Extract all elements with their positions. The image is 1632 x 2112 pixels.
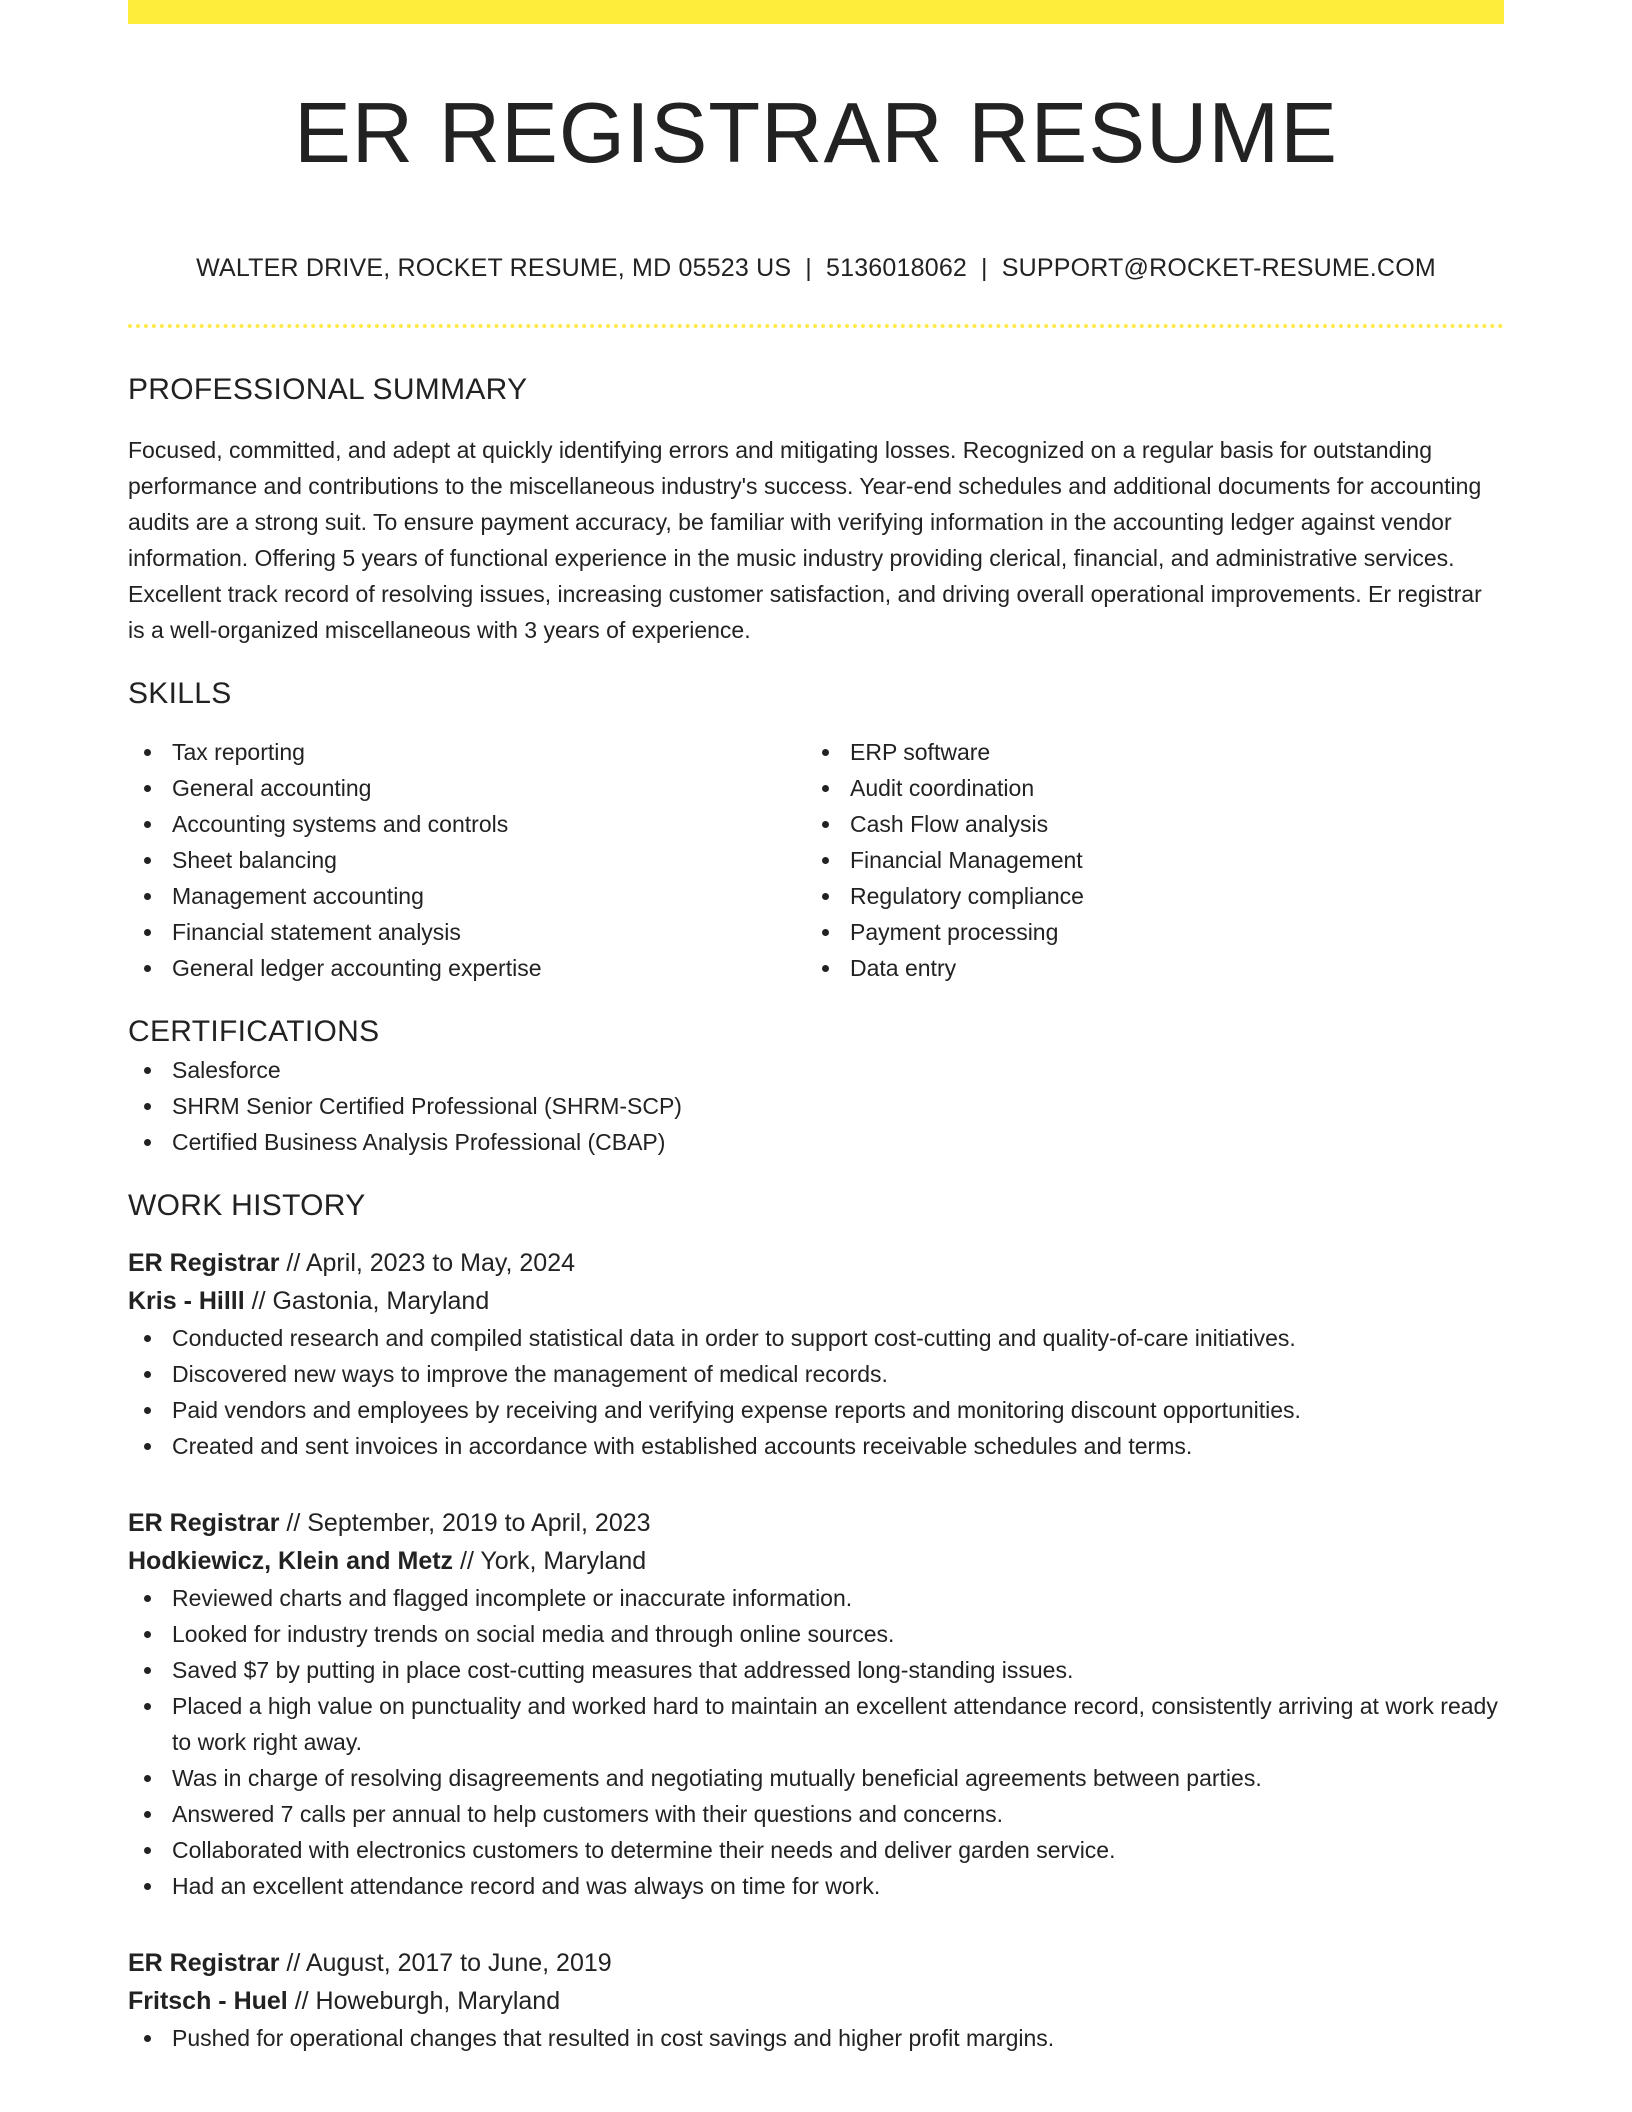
contact-separator: | xyxy=(981,254,988,282)
job-company-line xyxy=(128,1982,1504,2020)
contact-line xyxy=(128,252,1504,284)
skills-left-column xyxy=(128,734,806,986)
skill-item: Sheet balancing xyxy=(128,842,806,878)
job-bullets xyxy=(128,1320,1504,1464)
job-company-line xyxy=(128,1542,1504,1580)
skill-item: Management accounting xyxy=(128,878,806,914)
skills-heading: SKILLS xyxy=(128,677,232,710)
job-bullet: Saved $7 by putting in place cost-cutting measures that addressed long-standing issues. xyxy=(128,1652,1504,1688)
job-title-line xyxy=(128,1504,1504,1542)
job-entry xyxy=(128,1944,1504,2056)
job-company-line xyxy=(128,1282,1504,1320)
dotted-divider xyxy=(128,324,1504,328)
skills-grid xyxy=(128,734,1504,986)
job-entry xyxy=(128,1504,1504,1904)
job-role: ER Registrar xyxy=(128,1249,280,1277)
job-bullet: Had an excellent attendance record and was always on time for work. xyxy=(128,1868,1504,1904)
job-bullet: Answered 7 calls per annual to help customers with their questions and concerns. xyxy=(128,1796,1504,1832)
job-bullet: Looked for industry trends on social media and through online sources. xyxy=(128,1616,1504,1652)
contact-email: SUPPORT@ROCKET-RESUME.COM xyxy=(1001,254,1436,282)
certification-item: Certified Business Analysis Professional (CBAP) xyxy=(128,1124,1504,1160)
skill-item: General accounting xyxy=(128,770,806,806)
job-company: Kris - Hilll xyxy=(128,1287,245,1315)
job-bullet: Collaborated with electronics customers to determine their needs and deliver garden service. xyxy=(128,1832,1504,1868)
certification-item: SHRM Senior Certified Professional (SHRM-SCP) xyxy=(128,1088,1504,1124)
work-history-heading: WORK HISTORY xyxy=(128,1189,366,1222)
skill-item: Financial statement analysis xyxy=(128,914,806,950)
skill-item: Cash Flow analysis xyxy=(806,806,1484,842)
job-bullet: Conducted research and compiled statistical data in order to support cost-cutting and quality-of-care initiatives. xyxy=(128,1320,1504,1356)
job-dates: // April, 2023 to May, 2024 xyxy=(279,1249,575,1277)
resume-title: ER REGISTRAR RESUME xyxy=(294,86,1338,181)
job-role: ER Registrar xyxy=(128,1949,280,1977)
skill-item: Data entry xyxy=(806,950,1484,986)
skill-item: General ledger accounting expertise xyxy=(128,950,806,986)
job-location: // York, Maryland xyxy=(453,1547,647,1575)
job-bullet: Placed a high value on punctuality and worked hard to maintain an excellent attendance record, consistently arriving at work ready to work right away. xyxy=(128,1688,1504,1760)
job-company: Hodkiewicz, Klein and Metz xyxy=(128,1547,454,1575)
job-bullets xyxy=(128,1580,1504,1904)
certifications-list xyxy=(128,1052,1504,1160)
job-title-line xyxy=(128,1244,1504,1282)
job-bullet: Created and sent invoices in accordance with established accounts receivable schedules and terms. xyxy=(128,1428,1504,1464)
summary-paragraph: Focused, committed, and adept at quickly identifying errors and mitigating losses. Recognized on a regular basis for outstanding performance and contributions to the miscellaneous industry's success. Year-end schedules and additional documents for accounting audits are a strong suit. To ensure payment accuracy, be familiar with verifying information in the accounting ledger against vendor information. Offering 5 years of functional experience in the music industry providing clerical, financial, and administrative services. Excellent track record of resolving issues, increasing customer satisfaction, and driving overall operational improvements. Er registrar is a well-organized miscellaneous with 3 years of experience. xyxy=(128,437,1482,643)
job-bullet: Reviewed charts and flagged incomplete or inaccurate information. xyxy=(128,1580,1504,1616)
skill-item: Payment processing xyxy=(806,914,1484,950)
accent-top-bar xyxy=(128,0,1504,24)
skill-item: Accounting systems and controls xyxy=(128,806,806,842)
job-role: ER Registrar xyxy=(128,1509,280,1537)
job-bullet: Pushed for operational changes that resulted in cost savings and higher profit margins. xyxy=(128,2020,1504,2056)
contact-separator: | xyxy=(805,254,812,282)
contact-phone: 5136018062 xyxy=(825,254,968,282)
job-bullets xyxy=(128,2020,1504,2056)
skill-item: ERP software xyxy=(806,734,1484,770)
summary-heading: PROFESSIONAL SUMMARY xyxy=(128,373,528,406)
job-bullet: Discovered new ways to improve the management of medical records. xyxy=(128,1356,1504,1392)
certifications-heading: CERTIFICATIONS xyxy=(128,1015,380,1048)
skill-item: Audit coordination xyxy=(806,770,1484,806)
job-bullet: Paid vendors and employees by receiving and verifying expense reports and monitoring discount opportunities. xyxy=(128,1392,1504,1428)
skills-right-column xyxy=(806,734,1484,986)
job-company: Fritsch - Huel xyxy=(128,1987,288,2015)
skill-item: Financial Management xyxy=(806,842,1484,878)
job-entry xyxy=(128,1244,1504,1464)
contact-address: WALTER DRIVE, ROCKET RESUME, MD 05523 US xyxy=(196,254,792,282)
certification-item: Salesforce xyxy=(128,1052,1504,1088)
skill-item: Regulatory compliance xyxy=(806,878,1484,914)
job-location: // Gastonia, Maryland xyxy=(244,1287,490,1315)
job-title-line xyxy=(128,1944,1504,1982)
job-dates: // September, 2019 to April, 2023 xyxy=(279,1509,651,1537)
job-dates: // August, 2017 to June, 2019 xyxy=(279,1949,612,1977)
job-bullet: Was in charge of resolving disagreements and negotiating mutually beneficial agreements between parties. xyxy=(128,1760,1504,1796)
resume-page xyxy=(128,0,1504,2056)
job-location: // Howeburgh, Maryland xyxy=(287,1987,561,2015)
skill-item: Tax reporting xyxy=(128,734,806,770)
